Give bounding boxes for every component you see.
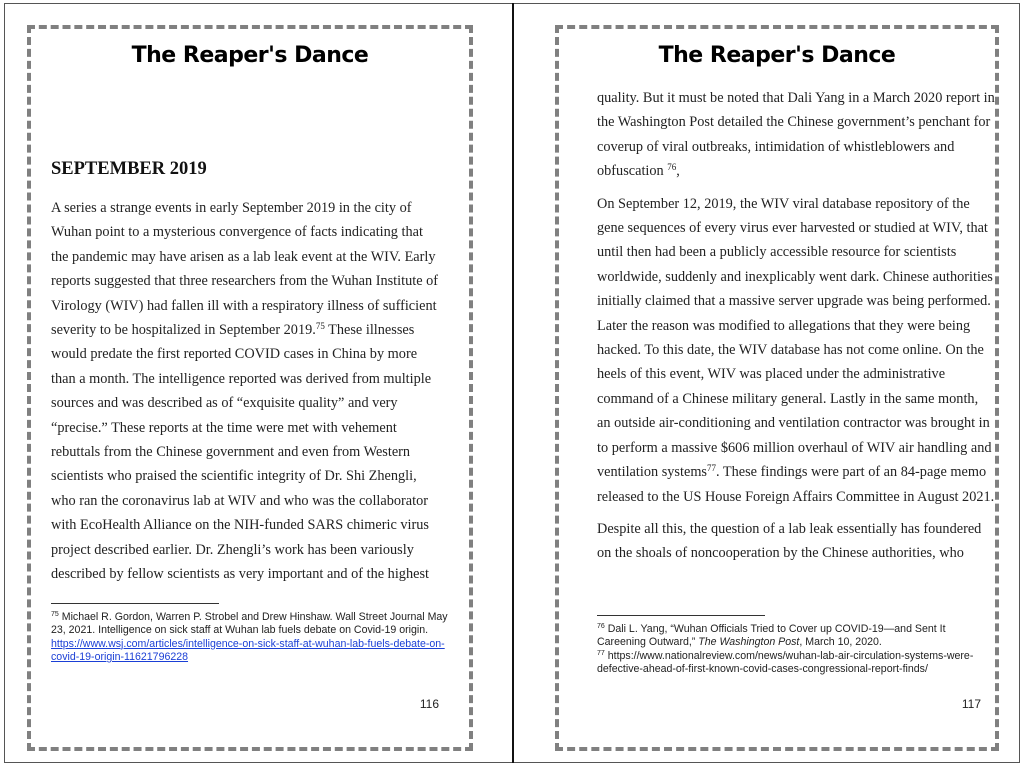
footnote-text: , March 10, 2020. [799,636,882,649]
footnote-separator [51,603,219,604]
footnote [51,611,451,665]
paragraph-text: , [676,163,680,180]
footnote-text: Michael R. Gordon, Warren P. Strobel and Drew Hinshaw. Wall Street Journal May 23, 2021. Intelligence on sick staff at Wuhan lab fuels debate on Covid-19 origin. [51,611,448,637]
paragraph [51,196,441,587]
paragraph [597,517,995,566]
body-text [597,86,995,566]
footnotes [597,623,997,677]
footnote-text: Dali L. Yang, “Wuhan Officials Tried to Cover up COVID-19—and Sent It Careening Outward,” [597,623,946,649]
body-text [51,196,441,587]
footnote-separator [597,615,765,616]
book-title: The Reaper's Dance [131,43,369,68]
page-number: 116 [419,697,439,711]
paragraph-text: Despite all this, the question of a lab leak essentially has foundered on the shoals of noncooperation by the Chinese authorities, who [597,520,982,562]
dashed-page-frame [27,25,473,751]
page-number: 117 [961,697,981,711]
footnote-url[interactable]: https://www.nationalreview.com/news/wuhan-lab-air-circulation-systems-were-defective-ahead-of-first-known-covid-cases-congressional-report-finds/ [597,649,974,676]
footnote-publication: The Washington Post [698,636,800,649]
dashed-page-frame [555,25,999,751]
paragraph-text: quality. But it must be noted that Dali Yang in a March 2020 report in the Washington Post detailed the Chinese government’s penchant for coverup of viral outbreaks, intimidation of whistleblowers and obfuscation [597,90,995,180]
paragraph-text: On September 12, 2019, the WIV viral database repository of the gene sequences of every virus ever harvested or studied at WIV, that until then had been a publicly accessible resource for scientists worldwide, suddenly and inexplicably went dark. Chinese authorities initially claimed that a massive server upgrade was being performed. Later the reason was modified to allegations that they were being hacked. To this date, the WIV database has not come online. On the heels of this event, WIV was placed under the administrative command of a Chinese military general. Lastly in the same month, an outside air-conditioning and ventilation contractor was brought in to perform a massive $606 million overhaul of WIV air handling and ventilation systems [597,195,993,481]
footnote [597,650,997,677]
footnote-ref[interactable]: 77 [707,463,716,474]
footnote-ref[interactable]: 75 [315,321,325,332]
paragraph-text: . These findings were part of an 84-page memo released to the US House Foreign Affairs Committee in August 2021. [597,464,995,505]
paragraph [597,86,995,184]
page-left [5,3,511,763]
footnotes [51,611,451,665]
footnote-ref[interactable]: 76 [667,162,677,173]
footnote-number: 76 [597,623,605,630]
paragraph-text: These illnesses would predate the first reported COVID cases in China by more than a month. The intelligence reported was derived from multiple sources and was described as of “exquisite quality” and very “precise.” These reports at the time were met with vehement rebuttals from the Chinese government and even from Western scientists who praised the scientific integrity of Dr. Shi Zhengli, who ran the coronavirus lab at WIV and who was the collaborator with EcoHealth Alliance on the NIH-funded SARS chimeric virus project described earlier. Dr. Zhengli’s work has been variously described by fellow scientists as very important and of the highest [51,322,432,583]
page-divider [512,3,514,763]
footnote-number: 77 [597,649,605,657]
page-right [515,3,1019,763]
footnote [597,623,997,650]
book-title: The Reaper's Dance [658,43,896,68]
footnote-number: 75 [51,611,59,618]
paragraph [597,192,995,509]
paragraph-text: A series a strange events in early September 2019 in the city of Wuhan point to a mysterious convergence of facts indicating that the pandemic may have arisen as a lab leak event at the WIV. Early reports suggested that three researchers from the Wuhan Institute of Virology (WIV) had fallen ill with a respiratory illness of sufficient severity to be hospitalized in September 2019. [51,200,439,339]
footnote-link[interactable]: https://www.wsj.com/articles/intelligence-on-sick-staff-at-wuhan-lab-fuels-debate-on-covid-19-origin-11621796228 [51,637,445,664]
section-heading: SEPTEMBER 2019 [51,159,207,179]
